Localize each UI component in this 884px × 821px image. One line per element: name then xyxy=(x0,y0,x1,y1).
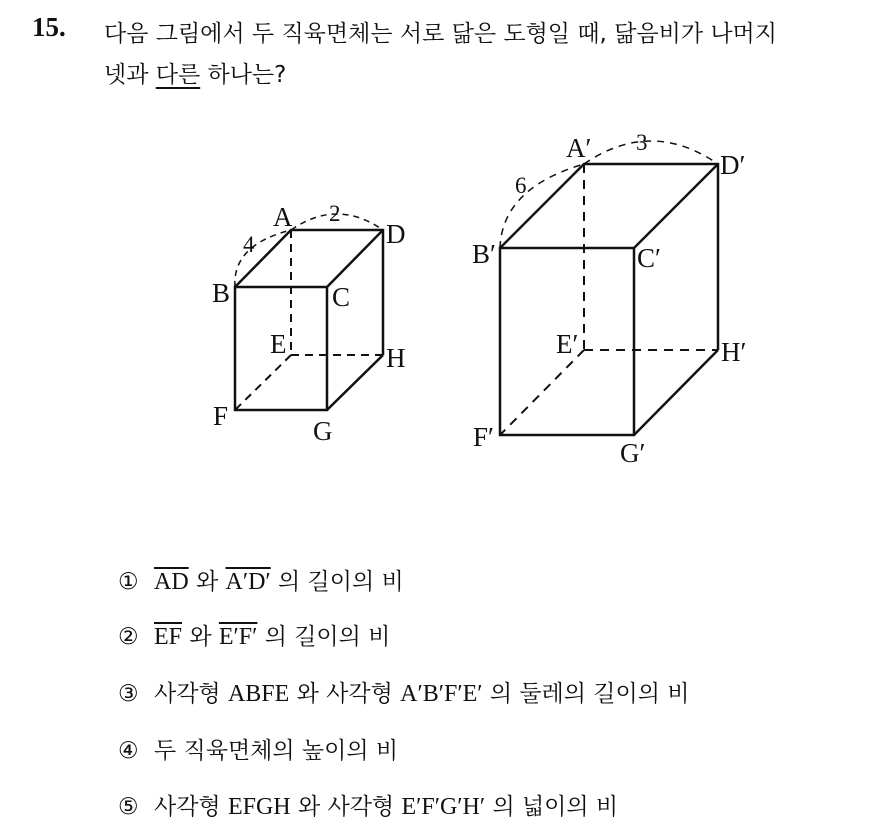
small-edge-ef-hidden xyxy=(235,355,291,410)
large-label-e: E′ xyxy=(556,329,579,359)
choice-3-rect-abfe: ABFE xyxy=(227,681,290,707)
choice-3-text-b: 와 사각형 xyxy=(296,681,393,707)
small-label-e: E xyxy=(270,329,287,359)
choice-2-segment-ef: $\overline{EF}$ xyxy=(154,624,183,650)
large-label-f: F′ xyxy=(473,422,494,452)
large-edge-ad-length: 3 xyxy=(636,130,648,155)
choice-2-text-and: 와 xyxy=(189,624,212,650)
choice-5-text-a: 사각형 xyxy=(154,794,221,820)
small-top-back-edges xyxy=(235,230,383,355)
choice-1-text-rest: 의 길이의 비 xyxy=(278,569,404,595)
choice-5-rect-prime: E′F′G′H′ xyxy=(401,794,486,820)
large-label-h: H′ xyxy=(721,337,747,367)
choice-1[interactable] xyxy=(118,563,404,596)
small-label-d: D xyxy=(386,219,406,249)
choice-2[interactable] xyxy=(118,618,390,651)
small-edge-gh xyxy=(327,355,383,410)
choice-3-text-rest: 의 둘레의 길이의 비 xyxy=(489,681,690,707)
large-edge-cd xyxy=(634,164,718,248)
choice-2-segment-e-prime-f-prime: E′F′ xyxy=(218,624,258,650)
small-label-f: F xyxy=(213,401,229,431)
choice-1-mark: ① xyxy=(118,569,139,595)
question-text-after: 하나는? xyxy=(200,62,287,88)
choice-1-segment-ad: $\overline{AD}$ xyxy=(154,569,189,595)
small-edge-ad-length: 2 xyxy=(329,201,341,226)
large-label-d: D′ xyxy=(720,150,746,180)
large-cuboid xyxy=(500,141,718,435)
choice-5[interactable] xyxy=(118,788,618,821)
choice-4-text: 두 직육면체의 높이의 비 xyxy=(154,738,399,764)
small-label-b: B xyxy=(212,278,231,308)
choice-1-text-and: 와 xyxy=(195,569,219,595)
choice-5-text-rest: 의 넓이의 비 xyxy=(492,794,619,820)
large-edge-ab-length: 6 xyxy=(515,173,527,198)
small-edge-cd xyxy=(327,230,383,287)
small-cuboid xyxy=(235,214,383,410)
large-edge-ef-hidden xyxy=(500,350,584,435)
large-cuboid-labels xyxy=(472,130,746,468)
small-label-a: A xyxy=(273,202,293,232)
choice-2-text-rest: 의 길이의 비 xyxy=(264,624,391,650)
choice-5-rect-efgh: EFGH xyxy=(227,794,291,820)
choice-4[interactable] xyxy=(118,732,398,765)
choice-3[interactable] xyxy=(118,675,690,708)
small-edge-ab-length: 4 xyxy=(243,232,255,257)
choice-3-mark: ③ xyxy=(118,681,139,707)
question-text-before: 넷과 xyxy=(104,62,156,88)
large-arc-ad xyxy=(584,141,718,164)
large-label-c: C′ xyxy=(637,243,661,273)
choice-5-mark: ⑤ xyxy=(118,794,139,820)
question-number: 15. xyxy=(32,12,66,42)
small-label-g: G xyxy=(313,416,333,446)
choice-3-rect-prime: A′B′F′E′ xyxy=(400,681,483,707)
large-top-back-edges xyxy=(500,164,718,350)
large-label-a: A′ xyxy=(566,133,592,163)
small-label-h: H xyxy=(386,343,406,373)
choice-1-segment-a-prime-d-prime: A′D′ xyxy=(225,569,271,595)
question-text-line1: 다음 그림에서 두 직육면체는 서로 닮은 도형일 때, 닮음비가 나머지 xyxy=(104,21,777,47)
small-label-c: C xyxy=(332,282,351,312)
large-label-g: G′ xyxy=(620,438,646,468)
large-edge-gh xyxy=(634,350,718,435)
choice-5-text-b: 와 사각형 xyxy=(297,794,395,820)
choice-3-text-a: 사각형 xyxy=(154,681,221,707)
question-underlined-word: 다른 xyxy=(155,62,201,88)
choice-4-mark: ④ xyxy=(118,738,139,764)
choice-2-mark: ② xyxy=(118,624,139,650)
large-label-b: B′ xyxy=(472,239,496,269)
